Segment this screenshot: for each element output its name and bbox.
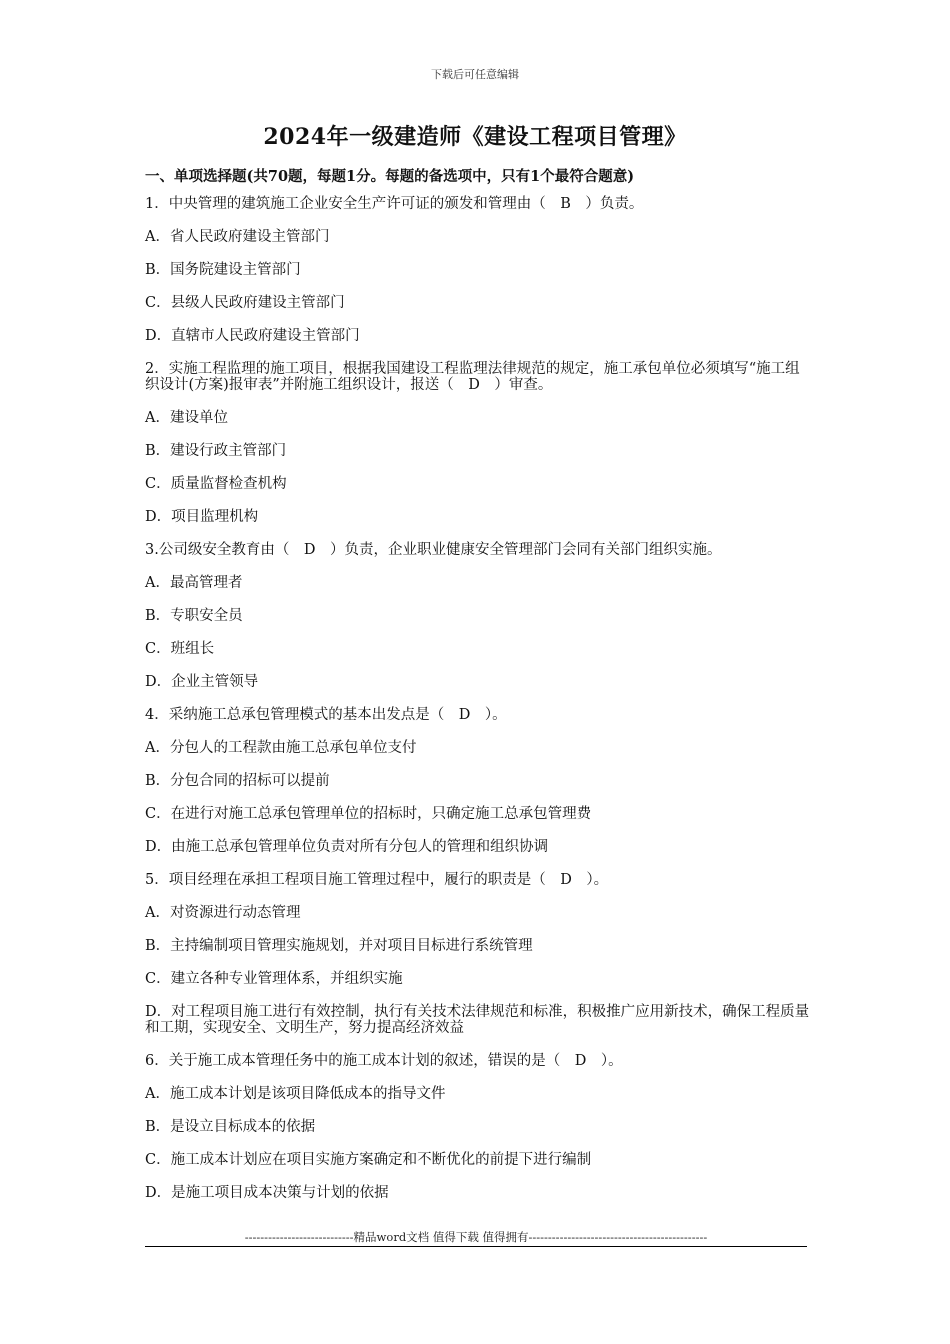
question-5-option-c: C．建立各种专业管理体系，并组织实施 (145, 971, 403, 987)
question-6-option-a: A．施工成本计划是该项目降低成本的指导文件 (145, 1086, 446, 1102)
question-6-option-b: B．是设立目标成本的依据 (145, 1119, 316, 1135)
question-4-option-a: A．分包人的工程款由施工总承包单位支付 (145, 740, 417, 756)
header-note: 下载后可任意编辑 (431, 68, 519, 81)
document-title: 2024年一级建造师《建设工程项目管理》 (263, 124, 687, 150)
question-4-option-b: B．分包合同的招标可以提前 (145, 773, 330, 789)
question-2-option-c: C．质量监督检查机构 (145, 476, 287, 492)
question-1-stem: 1．中央管理的建筑施工企业安全生产许可证的颁发和管理由（ B ）负责。 (145, 196, 644, 212)
question-1-option-d: D．直辖市人民政府建设主管部门 (145, 328, 360, 344)
question-6-option-c: C．施工成本计划应在项目实施方案确定和不断优化的前提下进行编制 (145, 1152, 592, 1168)
question-6-stem: 6．关于施工成本管理任务中的施工成本计划的叙述，错误的是（ D ）。 (145, 1053, 623, 1069)
question-4-option-d: D．由施工总承包管理单位负责对所有分包人的管理和组织协调 (145, 839, 549, 855)
question-2-option-b: B．建设行政主管部门 (145, 443, 287, 459)
question-1-option-a: A．省人民政府建设主管部门 (145, 229, 330, 245)
question-4-stem: 4．采纳施工总承包管理模式的基本出发点是（ D ）。 (145, 707, 507, 723)
question-2-stem: 2．实施工程监理的施工项目，根据我国建设工程监理法律规范的规定，施工承包单位必须填写“施工组织设计(方案)报审表”并附施工组织设计，报送（ D ）审查。 (145, 361, 800, 393)
question-1-option-c: C．县级人民政府建设主管部门 (145, 295, 345, 311)
question-1-option-b: B．国务院建设主管部门 (145, 262, 301, 278)
question-list (145, 196, 810, 1218)
question-6-option-d: D．是施工项目成本决策与计划的依据 (145, 1185, 389, 1201)
question-5-option-d: D．对工程项目施工进行有效控制，执行有关技术法律规范和标准，积极推广应用新技术，确保工程质量和工期，实现安全、文明生产，努力提高经济效益 (145, 1004, 810, 1036)
question-3-option-a: A．最高管理者 (145, 575, 243, 591)
footer-divider (145, 1246, 807, 1247)
question-3-option-d: D．企业主管领导 (145, 674, 259, 690)
question-3-stem: 3.公司级安全教育由（ D ）负责，企业职业健康安全管理部门会同有关部门组织实施。 (145, 542, 722, 558)
question-2-option-d: D．项目监理机构 (145, 509, 259, 525)
question-4-option-c: C．在进行对施工总承包管理单位的招标时，只确定施工总承包管理费 (145, 806, 592, 822)
question-5-option-b: B．主持编制项目管理实施规划，并对项目目标进行系统管理 (145, 938, 533, 954)
question-2-option-a: A．建设单位 (145, 410, 228, 426)
question-5-stem: 5．项目经理在承担工程项目施工管理过程中，履行的职责是（ D ）。 (145, 872, 609, 888)
section-heading: 一、单项选择题(共70题，每题1分。每题的备选项中，只有1个最符合题意) (145, 168, 635, 185)
question-5-option-a: A．对资源进行动态管理 (145, 905, 301, 921)
question-3-option-c: C．班组长 (145, 641, 215, 657)
question-3-option-b: B．专职安全员 (145, 608, 243, 624)
footer-text: ----------------------------精品word文档 值得下载 值得拥有---------------------------------------------- (244, 1230, 708, 1244)
